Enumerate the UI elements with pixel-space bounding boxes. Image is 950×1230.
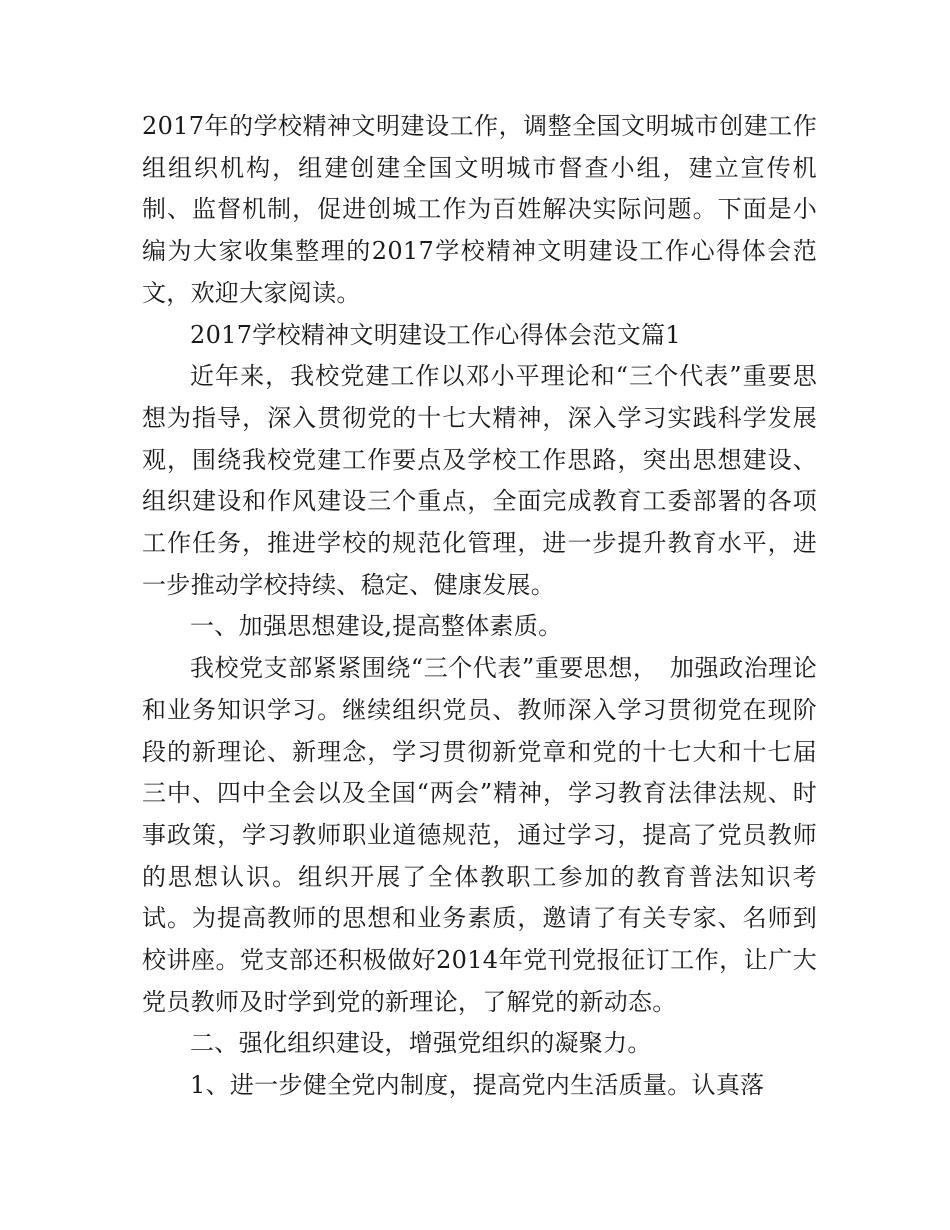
section-heading-2: 二、强化组织建设，增强党组织的凝聚力。 (190, 1029, 652, 1058)
body-paragraph-3: 1、进一步健全党内制度，提高党内生活质量。认真落 (190, 1071, 765, 1100)
body-paragraph-2: 我校党支部紧紧围绕“三个代表”重要思想， 加强政治理论和业务知识学习。继续组织党员、教师深入学习贯彻党在现阶段的新理论、新理念，学习贯彻新党章和党的十七大和十七届三中、四中全会以及全国“两会”精神，学习教育法律法规、时事政策，学习教师职业道德规范，通过学习，提高了党员教师的思想认识。组织开展了全体教职工参加的教育普法知识考试。为提高教师的思想和业务素质，邀请了有关专家、名师到校讲座。党支部还积极做好2014年党刊党报征订工作，让广大党员教师及时学到党的新理论，了解党的新动态。 (142, 654, 817, 1016)
article-title: 2017学校精神文明建设工作心得体会范文篇1 (190, 320, 681, 349)
intro-paragraph: 2017年的学校精神文明建设工作，调整全国文明城市创建工作组组织机构，组建创建全国文明城市督查小组，建立宣传机制、监督机制，促进创城工作为百姓解决实际问题。下面是小编为大家收集整理的2017学校精神文明建设工作心得体会范文，欢迎大家阅读。 (142, 112, 817, 307)
section-heading-1: 一、加强思想建设,提高整体素质。 (190, 612, 563, 641)
body-paragraph-1: 近年来，我校党建工作以邓小平理论和“三个代表”重要思想为指导，深入贯彻党的十七大精神，深入学习实践科学发展观，围绕我校党建工作要点及学校工作思路，突出思想建设、组织建设和作风建设三个重点，全面完成教育工委部署的各项工作任务，推进学校的规范化管理，进一步提升教育水平，进一步推动学校持续、稳定、健康发展。 (142, 362, 817, 599)
document-body (142, 106, 817, 1107)
